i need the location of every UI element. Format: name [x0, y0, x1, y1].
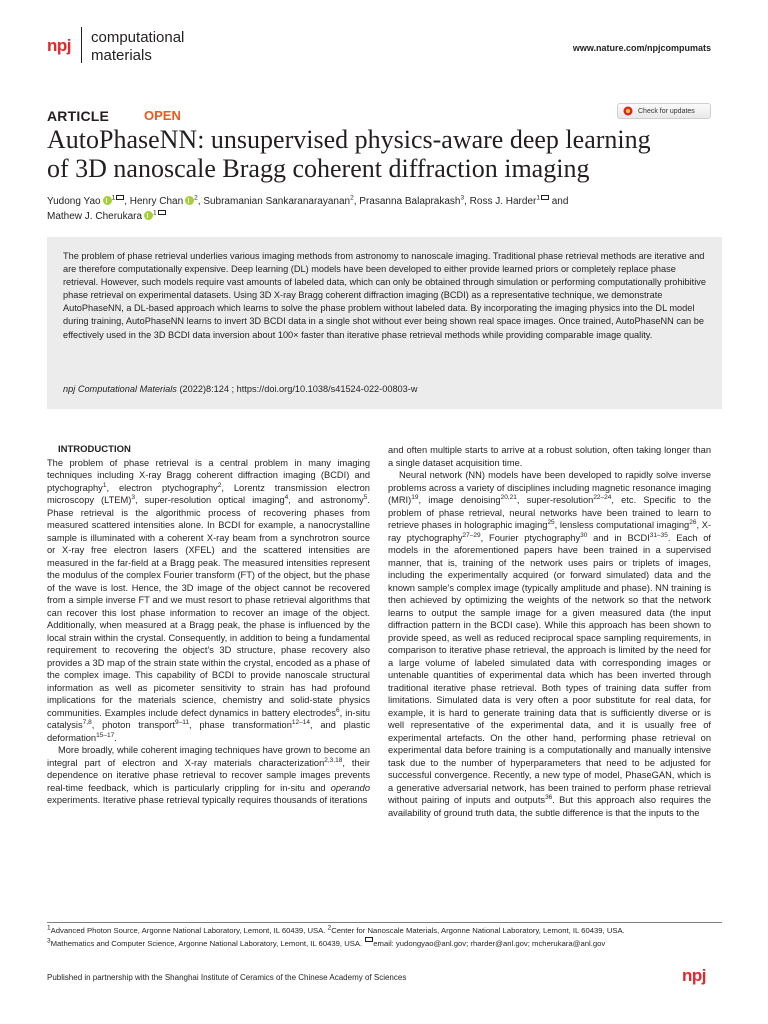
- text-run: .: [114, 732, 117, 743]
- title-line-2: of 3D nanoscale Bragg coherent diffraction imaging: [47, 154, 590, 183]
- reference-sup[interactable]: 20,21: [500, 493, 517, 501]
- footnote-text: Mathematics and Computer Science, Argonne National Laboratory, Lemont, IL 60439, USA.: [50, 938, 365, 948]
- text-run: The problem of phase retrieval is a central problem in many imaging techniques including X-ray Bragg coherent diffraction imaging (BCDI) and ptychography: [47, 457, 370, 493]
- email-envelope-icon: [365, 937, 373, 942]
- footnote-divider: [47, 922, 722, 923]
- affiliation-sup: 1: [536, 194, 540, 202]
- section-heading-introduction: INTRODUCTION: [58, 444, 131, 455]
- text-run: , etc. Specific to the problem of phase retrieval, neural networks have been trained to learn to retrieve phases in holographic imaging: [388, 495, 711, 530]
- email-envelope-icon[interactable]: [116, 195, 124, 200]
- reference-sup[interactable]: 2: [217, 481, 222, 489]
- article-title: [47, 125, 727, 183]
- reference-sup[interactable]: 36: [545, 793, 553, 801]
- text-run: , phase transformation: [188, 720, 292, 730]
- text-run: , and plastic deformation: [47, 720, 370, 743]
- affiliation-sup: 3: [460, 194, 465, 202]
- orcid-icon[interactable]: [185, 196, 194, 205]
- citation-doi[interactable]: (2022)8:124 ; https://doi.org/10.1038/s41524-022-00803-w: [176, 384, 418, 394]
- reference-sup[interactable]: 2,3,18: [324, 756, 343, 764]
- journal-name-line2: materials: [91, 47, 152, 64]
- footnote-sup: 2: [327, 924, 332, 932]
- footnote-email[interactable]: email: yudongyao@anl.gov; rharder@anl.gov; mcherukara@anl.gov: [373, 938, 606, 948]
- author-name[interactable]: Ross J. Harder: [469, 196, 537, 207]
- reference-sup[interactable]: 30: [580, 531, 588, 539]
- author-name[interactable]: Henry Chan: [129, 196, 184, 207]
- text-run: Neural network (NN) models have been developed to rapidly solve inverse problems across a variety of disciplines including magnetic resonance imaging (MRI): [388, 470, 711, 505]
- email-envelope-icon[interactable]: [541, 195, 549, 200]
- text-run: and in BCDI: [587, 532, 650, 543]
- affiliation-sup: 1: [153, 209, 157, 217]
- reference-sup[interactable]: 9–11: [174, 718, 189, 726]
- text-run: , super-resolution optical imaging: [134, 495, 285, 505]
- reference-sup[interactable]: 4: [284, 493, 289, 501]
- reference-sup[interactable]: 6: [336, 706, 340, 714]
- author-and: and: [551, 196, 569, 207]
- affiliation-footnotes: [47, 925, 727, 949]
- reference-sup[interactable]: 19: [411, 493, 419, 501]
- title-line-1: AutoPhaseNN: unsupervised physics-aware deep learning: [47, 125, 651, 154]
- npj-footer-logo[interactable]: npj: [682, 966, 706, 985]
- text-run: , super-resolution: [516, 495, 594, 505]
- check-updates-label: Check for updates: [638, 107, 695, 115]
- reference-sup[interactable]: 22–24: [593, 493, 612, 501]
- text-run: More broadly, while coherent imaging techniques have grown to become an integral part of electron and X-ray materials characterization: [47, 745, 370, 768]
- text-run: , in-situ catalysis: [47, 707, 370, 730]
- footnote-text: Center for Nanoscale Materials, Argonne National Laboratory, Lemont, IL 60439, USA.: [331, 926, 625, 935]
- left-column: [47, 444, 370, 807]
- text-run-italic: operando: [330, 782, 370, 793]
- check-for-updates-button[interactable]: [617, 103, 711, 119]
- journal-name-line1: computational: [91, 29, 185, 46]
- body-paragraph: and often multiple starts to arrive at a robust solution, often taking longer than a single dataset acquisition time.: [388, 445, 711, 468]
- author-name[interactable]: Yudong Yao: [47, 196, 101, 207]
- author-name[interactable]: Subramanian Sankaranarayanan: [203, 196, 351, 207]
- author-name[interactable]: Prasanna Balaprakash: [359, 196, 461, 207]
- text-run: , image denoising: [418, 495, 501, 505]
- citation-journal: npj Computational Materials: [63, 384, 177, 394]
- body-paragraph: [47, 744, 370, 807]
- text-run: , photon transport: [91, 720, 175, 730]
- affiliation-sup: 2: [350, 194, 354, 202]
- publisher-note: Published in partnership with the Shanghai Institute of Ceramics of the Chinese Academy of Sciences: [47, 973, 407, 982]
- text-run: . Each of models in the aforementioned papers have been trained in a supervised manner, that is, training of the network uses pairs or triplets of images, including the experimentally acquired (or forward simulated) data and the known sample’s complex image (typically amplitude and phase). NN training is then achieved by optimizing the weights of the network so that the network learns to output the sample image for a given measured data (the input diffraction pattern in the BCDI case). While this approach has been shown to provide speed, as well as reduced reciprocal space sampling requirements, in comparison to iterative phase retrieval, the approach is limited by the need for a large volume of labeled simulated data with corresponding images or untenable quantities of experimental data which has been inverted through traditional iterative phase retrieval. Both types of training data suffer from limitations. Simulated data is very often a poor substitute for real data, for example, it is hard to generate training data that is sufficiently diverse or is well representative of the experimental data, and it is usually free of experimental artefacts. On the other hand, performing phase retrieval on experimental data before training is a computationally and manually intensive task due to the number of hyperparameters that need to be adjusted for successful convergence. Recently, a new type of model, PhaseGAN, which is a generative adversarial network, has been trained to perform phase retrieval without pairing of inputs and outputs: [388, 532, 711, 805]
- orcid-icon[interactable]: [144, 211, 153, 220]
- right-column: [388, 444, 711, 819]
- open-access-label: OPEN: [144, 108, 181, 123]
- footnote-sup: 1: [47, 924, 51, 932]
- footnote-text: Advanced Photon Source, Argonne National Laboratory, Lemont, IL 60439, USA.: [50, 926, 328, 935]
- abstract-text: The problem of phase retrieval underlies various imaging methods from astronomy to nanoscale imaging. Traditional phase retrieval methods are iterative and are therefore computationally expensive. Deep learning (DL) models have been developed to either provide learned priors or completely replace phase retrieval. However, such models require vast amounts of labeled data, which can only be obtained through simulation or performing computationally prohibitive phase retrieval on experimental datasets. Using 3D X-ray Bragg coherent diffraction imaging (BCDI) as a representative technique, we demonstrate AutoPhaseNN, a DL-based approach which learns to solve the phase problem without labeled data. By incorporating the imaging physics into the DL model during training, AutoPhaseNN learns to invert 3D BCDI data in a single shot without ever being shown real space images. Once trained, AutoPhaseNN can be effectively used in the 3D BCDI data inversion about 100× faster than iterative phase retrieval methods while providing comparable image quality.: [63, 251, 706, 340]
- body-paragraph: [388, 469, 711, 819]
- author-list: Yudong Yao $^1$ , Henry Chan $^2$, Subramanian Sankaranarayanan$^2$, Prasanna Balaprakash$^3$, Ross J. Harder$^1$ and Mathew J. Cherukara $^1$: [47, 194, 569, 222]
- text-run: , and astronomy: [288, 495, 364, 505]
- text-run: , electron ptychography: [106, 482, 218, 493]
- body-paragraph: [47, 457, 370, 745]
- reference-sup[interactable]: 1: [102, 481, 107, 489]
- footnote-sup: 3: [47, 936, 51, 944]
- reference-sup[interactable]: 31–35: [649, 531, 668, 539]
- affiliation-sup: 2: [194, 194, 198, 202]
- logo-divider: [81, 27, 82, 63]
- orcid-icon[interactable]: [103, 196, 112, 205]
- text-run: , lensless computational imaging: [554, 520, 690, 530]
- text-run: . But this approach also requires the availability of ground truth data, the subtle difference is that the inputs to the: [388, 795, 711, 818]
- text-run: experiments. Iterative phase retrieval typically requires thousands of iterations: [47, 795, 368, 805]
- reference-sup[interactable]: 27–29: [462, 531, 481, 539]
- reference-sup[interactable]: 7,8: [82, 718, 92, 726]
- affiliation-sup: 1: [111, 194, 116, 202]
- reference-sup[interactable]: 25: [547, 518, 555, 526]
- reference-sup[interactable]: 5: [363, 493, 368, 501]
- citation-line: [63, 384, 707, 394]
- author-name[interactable]: Mathew J. Cherukara: [47, 211, 143, 222]
- text-run: , their dependence on iterative phase retrieval to recover sample images prevents real-time feedback, which is particularly crippling for in-situ and: [47, 757, 370, 793]
- npj-logo[interactable]: npj: [47, 36, 71, 55]
- article-type-label: ARTICLE: [47, 108, 110, 124]
- text-run: , X-ray ptychography: [388, 520, 711, 543]
- check-updates-icon: [623, 106, 633, 116]
- journal-url-link[interactable]: www.nature.com/npjcompumats: [572, 43, 711, 53]
- text-run: , Fourier ptychography: [480, 532, 581, 543]
- reference-sup[interactable]: 12–14: [291, 718, 310, 726]
- reference-sup[interactable]: 15–17: [96, 731, 115, 739]
- text-run: , Lorentz transmission electron microscopy (LTEM): [47, 482, 370, 505]
- reference-sup[interactable]: 26: [689, 518, 697, 526]
- reference-sup[interactable]: 3: [131, 493, 135, 501]
- email-envelope-icon[interactable]: [158, 210, 166, 215]
- text-run: . Phase retrieval is the algorithmic process of recovering phases from measured scattered intensities alone. In BCDI for example, a nanocrystalline sample is illuminated with a coherent X-ray beam from a synchrotron source or X-ray free electron lasers (XFEL) and the scattered intensities are measured in the far-field at a Bragg peak. The measured intensities represent the modulus of the complex Fourier transform (FT) of the object, but the phase of the wave is lost. Hence, the 3D image of the object cannot be recovered from a simple inverse FT and we must resort to phase retrieval algorithms that can recover this lost phase information to recover an image of the object. Additionally, when measured at a Bragg peak, the phase is influenced by the local strain within the crystal. Consequently, in addition to being a fundamental requirement to recovering the object’s 3D structure, phase recovery also provides a 3D map of the strain state within the crystal, encoded as a phase of the complex image. This capability of BCDI to provide nanoscale structural information as well as picometer sensitivity to strain has had profound implications for the materials science, chemistry and solid-state physics communities. Examples include defect dynamics in battery electrodes: [47, 495, 370, 718]
